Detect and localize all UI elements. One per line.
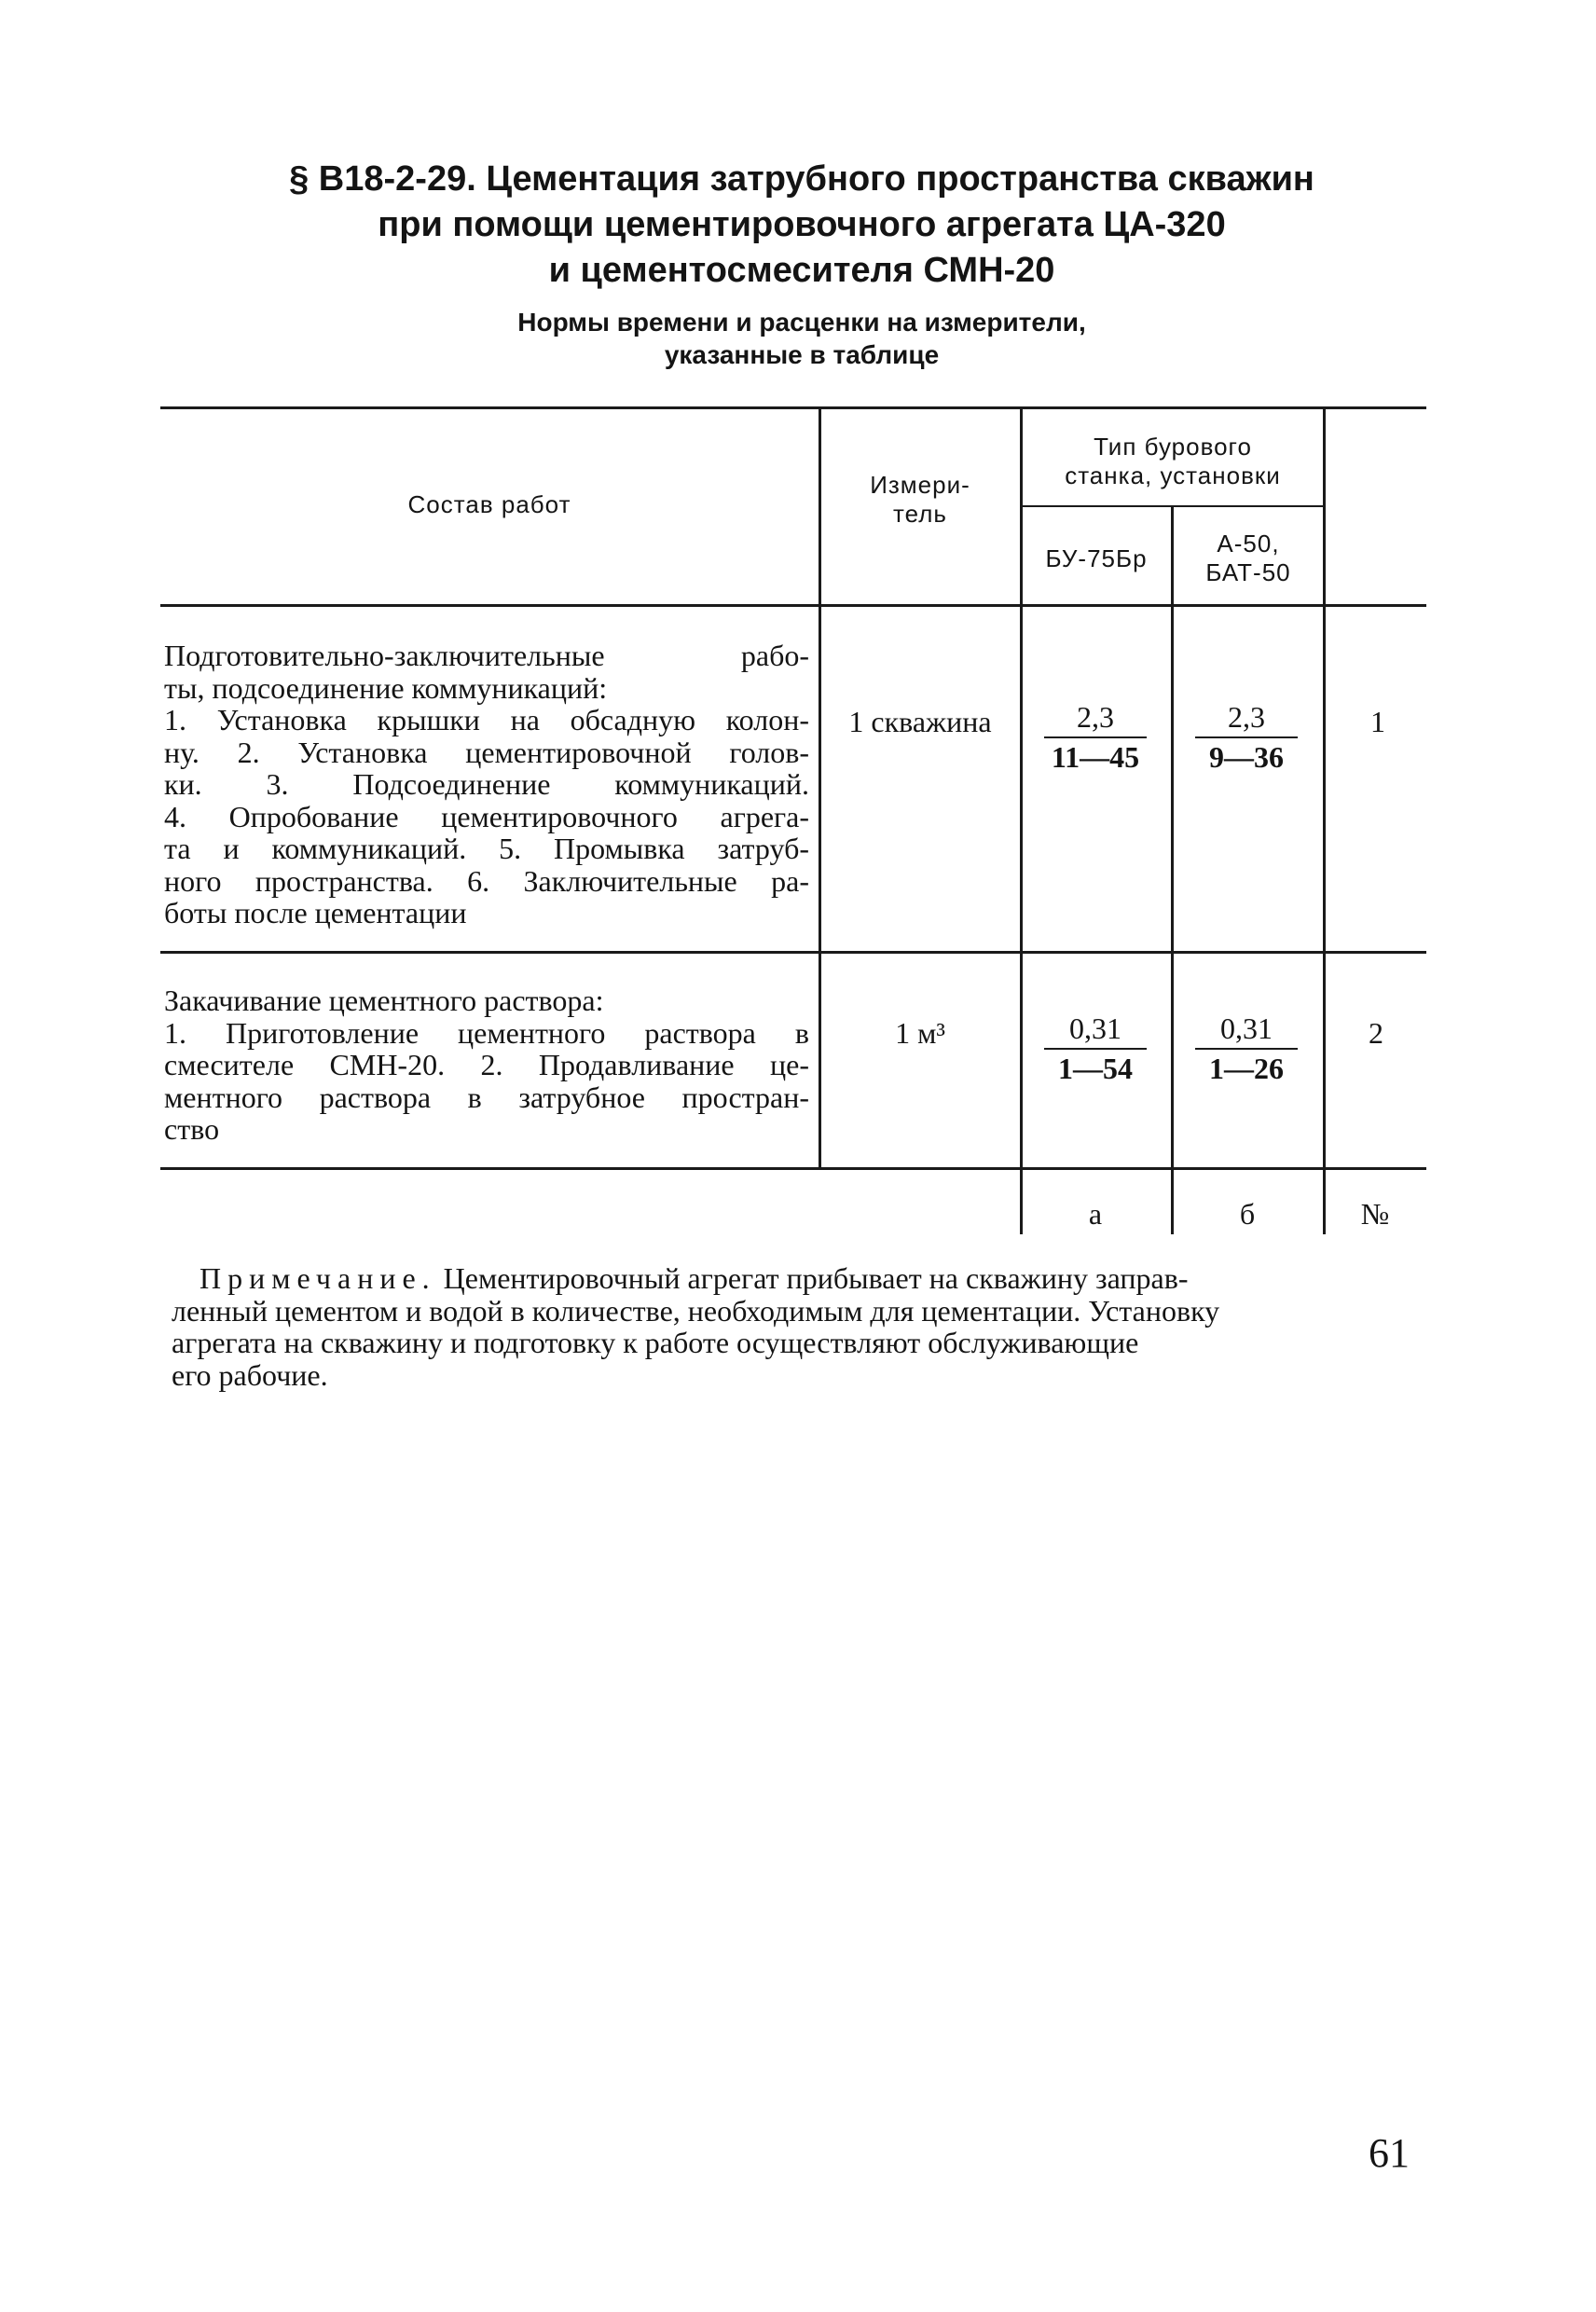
table-caption-line: указанные в таблице (664, 340, 940, 369)
rate-cell (1195, 1011, 1298, 1087)
note-label: Примечание. (200, 1261, 436, 1295)
rate-value: 9—36 (1209, 740, 1284, 774)
row-number: 1 (1370, 705, 1385, 738)
rate-value: 1—26 (1209, 1052, 1284, 1085)
header-bottom-rule (160, 604, 1426, 607)
header-rig-type: Тип бурового станка, установки (1065, 433, 1281, 489)
row-number: 2 (1369, 1016, 1383, 1050)
table-top-rule (160, 406, 1426, 409)
page-number: 61 (1369, 2130, 1410, 2176)
rate-cell (1195, 699, 1298, 776)
column-code-num: № (1360, 1197, 1390, 1231)
table-caption (373, 306, 1231, 371)
norm-value: 0,31 (1044, 1011, 1147, 1050)
col-divider (1171, 505, 1174, 1234)
norm-value: 2,3 (1044, 699, 1147, 738)
table-row: Подготовительно-заключительные рабо- ты, подсоединение коммуникаций: 1. Установка крышки на обсадную колон- ну. 2. Установка цементировочной голов- ки. 3. Подсоединение коммуникаций. 4. Опробование цементировочного агрега- та и коммуникаций. 5. Промывка затруб- ного пространства. 6. Заключительные ра- боты после цементации (164, 639, 809, 929)
header-work-composition: Состав работ (407, 490, 571, 518)
rate-cell (1044, 699, 1147, 776)
table-bottom-rule (160, 1167, 1426, 1170)
header-rig-a: БУ-75Бр (1045, 544, 1148, 572)
rate-cell (1044, 1011, 1147, 1087)
row-unit: 1 м³ (895, 1016, 945, 1050)
note-paragraph: Примечание. Цементировочный агрегат прибывает на скважину заправ- ленный цементом и водой в количестве, необходимым для цементации. Установку агрегата на скважину и подготовку к работе осуществляют обслуживающие его рабочие. (172, 1261, 1220, 1392)
section-title-line: и цементосмесителя СМН-20 (548, 251, 1055, 290)
norm-value: 2,3 (1195, 699, 1298, 738)
rate-value: 1—54 (1058, 1052, 1133, 1085)
table-caption-line: Нормы времени и расценки на измерители, (517, 308, 1086, 337)
section-title (186, 157, 1417, 294)
header-rig-b: А-50, БАТ-50 (1205, 530, 1291, 586)
rate-value: 11—45 (1051, 740, 1140, 774)
row-divider-rule (160, 951, 1426, 954)
column-code-a: а (1088, 1197, 1103, 1231)
column-code-b: б (1239, 1197, 1256, 1231)
row-unit: 1 скважина (848, 705, 992, 738)
section-title-line: при помощи цементировочного агрегата ЦА-320 (378, 205, 1226, 244)
header-unit: Измери- тель (870, 471, 970, 528)
col-divider (1020, 406, 1023, 1234)
section-title-line: § В18-2-29. Цементация затрубного пространства скважин (289, 159, 1314, 199)
norm-value: 0,31 (1195, 1011, 1298, 1050)
table-row: Закачивание цементного раствора: 1. Приготовление цементного раствора в смесителе СМН-20. 2. Продавливание це- ментного раствора в затрубное простран- ство (164, 984, 809, 1146)
